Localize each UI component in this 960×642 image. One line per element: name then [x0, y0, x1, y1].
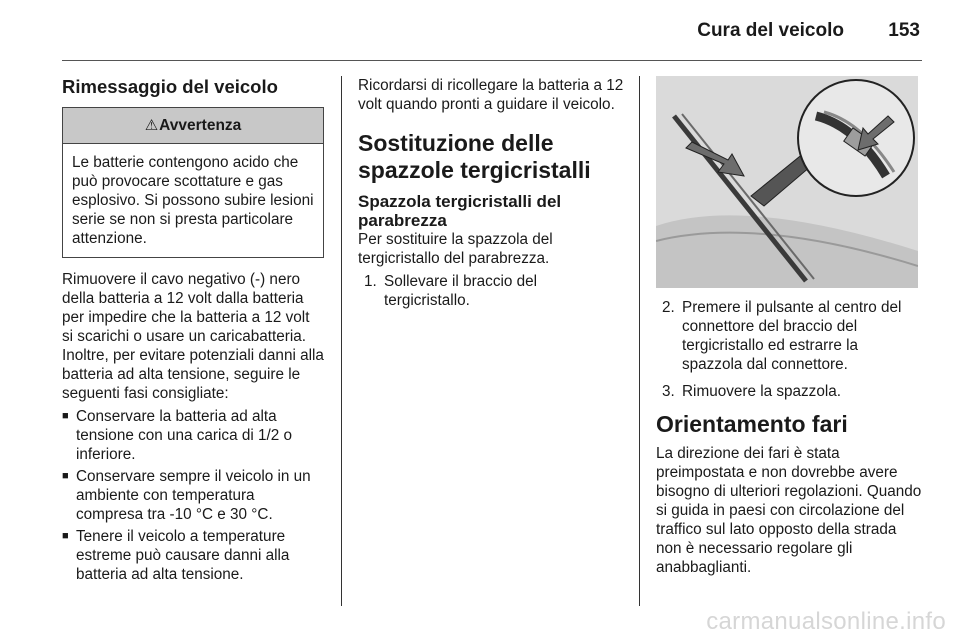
storage-bullets	[62, 407, 324, 584]
header-rule	[62, 60, 922, 61]
section-heading-headlights: Orientamento fari	[656, 411, 848, 437]
warning-text: Le batterie contengono acido che può provocare scottature e gas esplosivo. Si possono subire lesioni serie se non si presta particolare attenzione.	[72, 154, 314, 247]
column-2	[358, 76, 624, 318]
storage-paragraph: Rimuovere il cavo negativo (-) nero della batteria a 12 volt dalla batteria per impedire che la batteria a 12 volt si scarichi o usare un caricabatteria. Inoltre, per evitare potenziali danni alla batteria ad alta tensione, seguire le seguenti fasi consigliate:	[62, 271, 324, 402]
column-divider-2	[639, 76, 640, 606]
header-title: Cura del veicolo	[697, 20, 844, 41]
watermark: carmanualsonline.info	[706, 608, 946, 635]
bullet-item: ■ Conservare sempre il veicolo in un ambiente con temperatura compresa tra -10 °C e 30 °C.	[62, 467, 324, 524]
headlights-paragraph: La direzione dei fari è stata preimpostata e non dovrebbe avere bisogno di ulteriori regolazioni. Quando si guida in paesi con circolazione del traffico sul lato opposto della strada non è necessario regolare gli anabbaglianti.	[656, 445, 922, 576]
page-number: 153	[888, 20, 920, 41]
step-item	[358, 272, 624, 310]
warning-title: Avvertenza	[159, 117, 242, 134]
step-number: 2.	[662, 299, 675, 316]
column-1	[62, 76, 324, 587]
wiper-intro: Per sostituire la spazzola del tergicristallo del parabrezza.	[358, 231, 553, 267]
section-heading-storage: Rimessaggio del veicolo	[62, 76, 278, 97]
warning-box	[62, 107, 324, 258]
step-text: Premere il pulsante al centro del connettore del braccio del tergicristallo ed estrarre la spazzola dal connettore.	[682, 299, 902, 373]
warning-header	[63, 108, 323, 144]
step-text: Sollevare il braccio del tergicristallo.	[384, 273, 538, 309]
bullet-item: ■ Tenere il veicolo a temperature estreme può causare danni alla batteria ad alta tensione.	[62, 527, 324, 584]
reconnect-paragraph: Ricordarsi di ricollegare la batteria a 12 volt quando pronti a guidare il veicolo.	[358, 77, 624, 113]
step-item	[656, 298, 922, 374]
column-divider-1	[341, 76, 342, 606]
wiper-illustration	[656, 76, 918, 288]
step-number: 3.	[662, 383, 675, 400]
step-number: 1.	[364, 273, 377, 290]
wiper-steps-2	[656, 298, 922, 401]
column-3	[656, 76, 922, 577]
subheading-windshield-wiper: Spazzola tergicristalli del parabrezza	[358, 192, 562, 230]
warning-icon: ⚠	[144, 117, 159, 134]
step-text: Rimuovere la spazzola.	[682, 383, 841, 400]
step-item	[656, 382, 922, 401]
section-heading-wipers: Sostituzione delle spazzole tergicristalli	[358, 130, 591, 183]
wiper-steps-1	[358, 272, 624, 310]
bullet-item: ■ Conservare la batteria ad alta tensione con una carica di 1/2 o inferiore.	[62, 407, 324, 464]
